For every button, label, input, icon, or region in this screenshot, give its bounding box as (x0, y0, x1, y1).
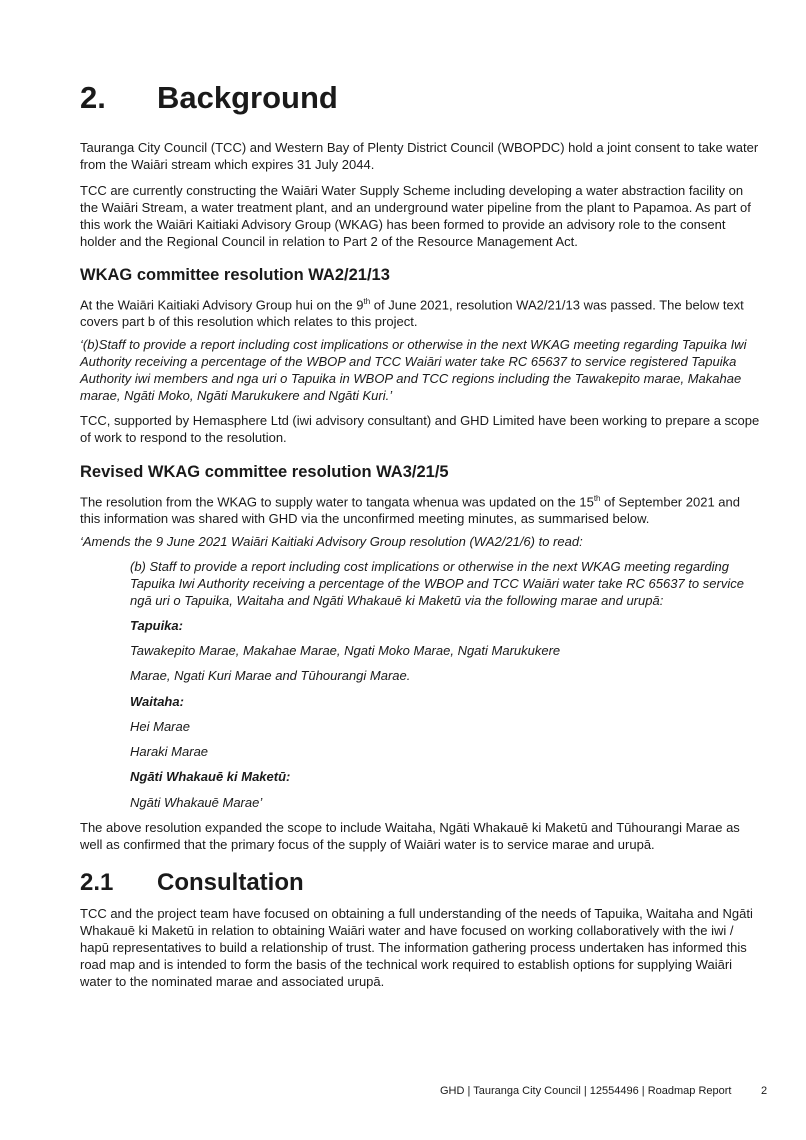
footer-reference: GHD | Tauranga City Council | 12554496 | Roadmap Report (440, 1085, 732, 1097)
revised-resolution-heading: Revised WKAG committee resolution WA3/21/5 (80, 463, 449, 481)
wkag-resolution-follow: TCC, supported by Hemasphere Ltd (iwi advisory consultant) and GHD Limited have been working to prepare a scope of work to respond to the resolution. (80, 413, 760, 445)
waitaha-marae-line-2: Haraki Marae (130, 744, 209, 759)
tapuika-marae-line-2: Marae, Ngati Kuri Marae and Tūhourangi Marae. (130, 668, 411, 683)
waitaha-label: Waitaha: (130, 694, 184, 709)
page-number: 2 (761, 1085, 768, 1097)
section-number: 2. (80, 80, 106, 115)
consultation-paragraph: TCC and the project team have focused on obtaining a full understanding of the needs of Tapuika, Waitaha and Ngāti Whakauē ki Maketū in relation to obtaining Waiāri water and have focused on working collaboratively with the iwi / hapū representatives to build a relationship of trust. The information gathering process undertaken has informed this road map and is intended to form the basis of the technical work required to establish options for supplying Waiāri water to the nominated marae and associated urupā. (80, 906, 753, 989)
whakaue-marae-line-1: Ngāti Whakauē Marae’ (130, 795, 263, 810)
wkag-resolution-intro: At the Waiāri Kaitiaki Advisory Group hui on the 9th of June 2021, resolution WA2/21/13 was passed. The below text covers part b of this resolution which relates to this project. (80, 297, 744, 330)
amends-line: ‘Amends the 9 June 2021 Waiāri Kaitiaki Advisory Group resolution (WA2/21/6) to read: (80, 534, 583, 549)
background-paragraph-2: TCC are currently constructing the Waiāri Water Supply Scheme including developing a water abstraction facility on the Waiāri Stream, a water treatment plant, and an underground water pipeline from the plant to Papamoa. As part of this work the Waiāri Kaitiaki Advisory Group (WKAG) has been formed to provide an advisory role to the consent holder and the Regional Council in relation to Part 2 of the Resource Management Act. (80, 183, 751, 249)
consultation-title: Consultation (157, 869, 304, 896)
consultation-heading (80, 869, 304, 897)
background-paragraph-1: Tauranga City Council (TCC) and Western Bay of Plenty District Council (WBOPDC) hold a joint consent to take water from the Waiāri stream which expires 31 July 2044. (80, 140, 759, 172)
waitaha-marae-line-1: Hei Marae (130, 719, 190, 734)
expanded-scope-paragraph: The above resolution expanded the scope to include Waitaha, Ngāti Whakauē ki Maketū and Tūhourangi Marae as well as confirmed that the primary focus of the supply of Waiāri water is to service marae and urupā. (80, 820, 740, 852)
wkag-resolution-quote: ‘(b)Staff to provide a report including cost implications or otherwise in the next WKAG meeting regarding Tapuika Iwi Authority receiving a percentage of the WBOP and TCC Waiāri water take RC 65637 to service registered Tapuika Authority iwi members and nga uri o Tapuika in WBOP and TCC regions including the Tawakepito marae, Makahae marae, Ngāti Moko, Ngāti Marukukere and Ngāti Kuri.’ (80, 337, 747, 403)
tapuika-marae-line-1: Tawakepito Marae, Makahae Marae, Ngati Moko Marae, Ngati Marukukere (130, 643, 561, 658)
tapuika-label: Tapuika: (130, 618, 183, 633)
wkag-resolution-heading: WKAG committee resolution WA2/21/13 (80, 266, 390, 284)
part-b-text: (b) Staff to provide a report including cost implications or otherwise in the next WKAG meeting regarding Tapuika Iwi Authority receiving a percentage of the WBOP and TCC Waiāri water take RC 65637 to service ngā uri o Tapuika, Waitaha and Ngāti Whakauē ki Maketū via the following marae and urupā: (130, 559, 744, 608)
consultation-number: 2.1 (80, 869, 114, 896)
section-heading (80, 80, 338, 116)
section-title: Background (157, 80, 338, 115)
whakaue-label: Ngāti Whakauē ki Maketū: (130, 769, 291, 784)
revised-resolution-intro: The resolution from the WKAG to supply water to tangata whenua was updated on the 15th of September 2021 and this information was shared with GHD via the unconfirmed meeting minutes, as summarised below. (80, 494, 740, 527)
